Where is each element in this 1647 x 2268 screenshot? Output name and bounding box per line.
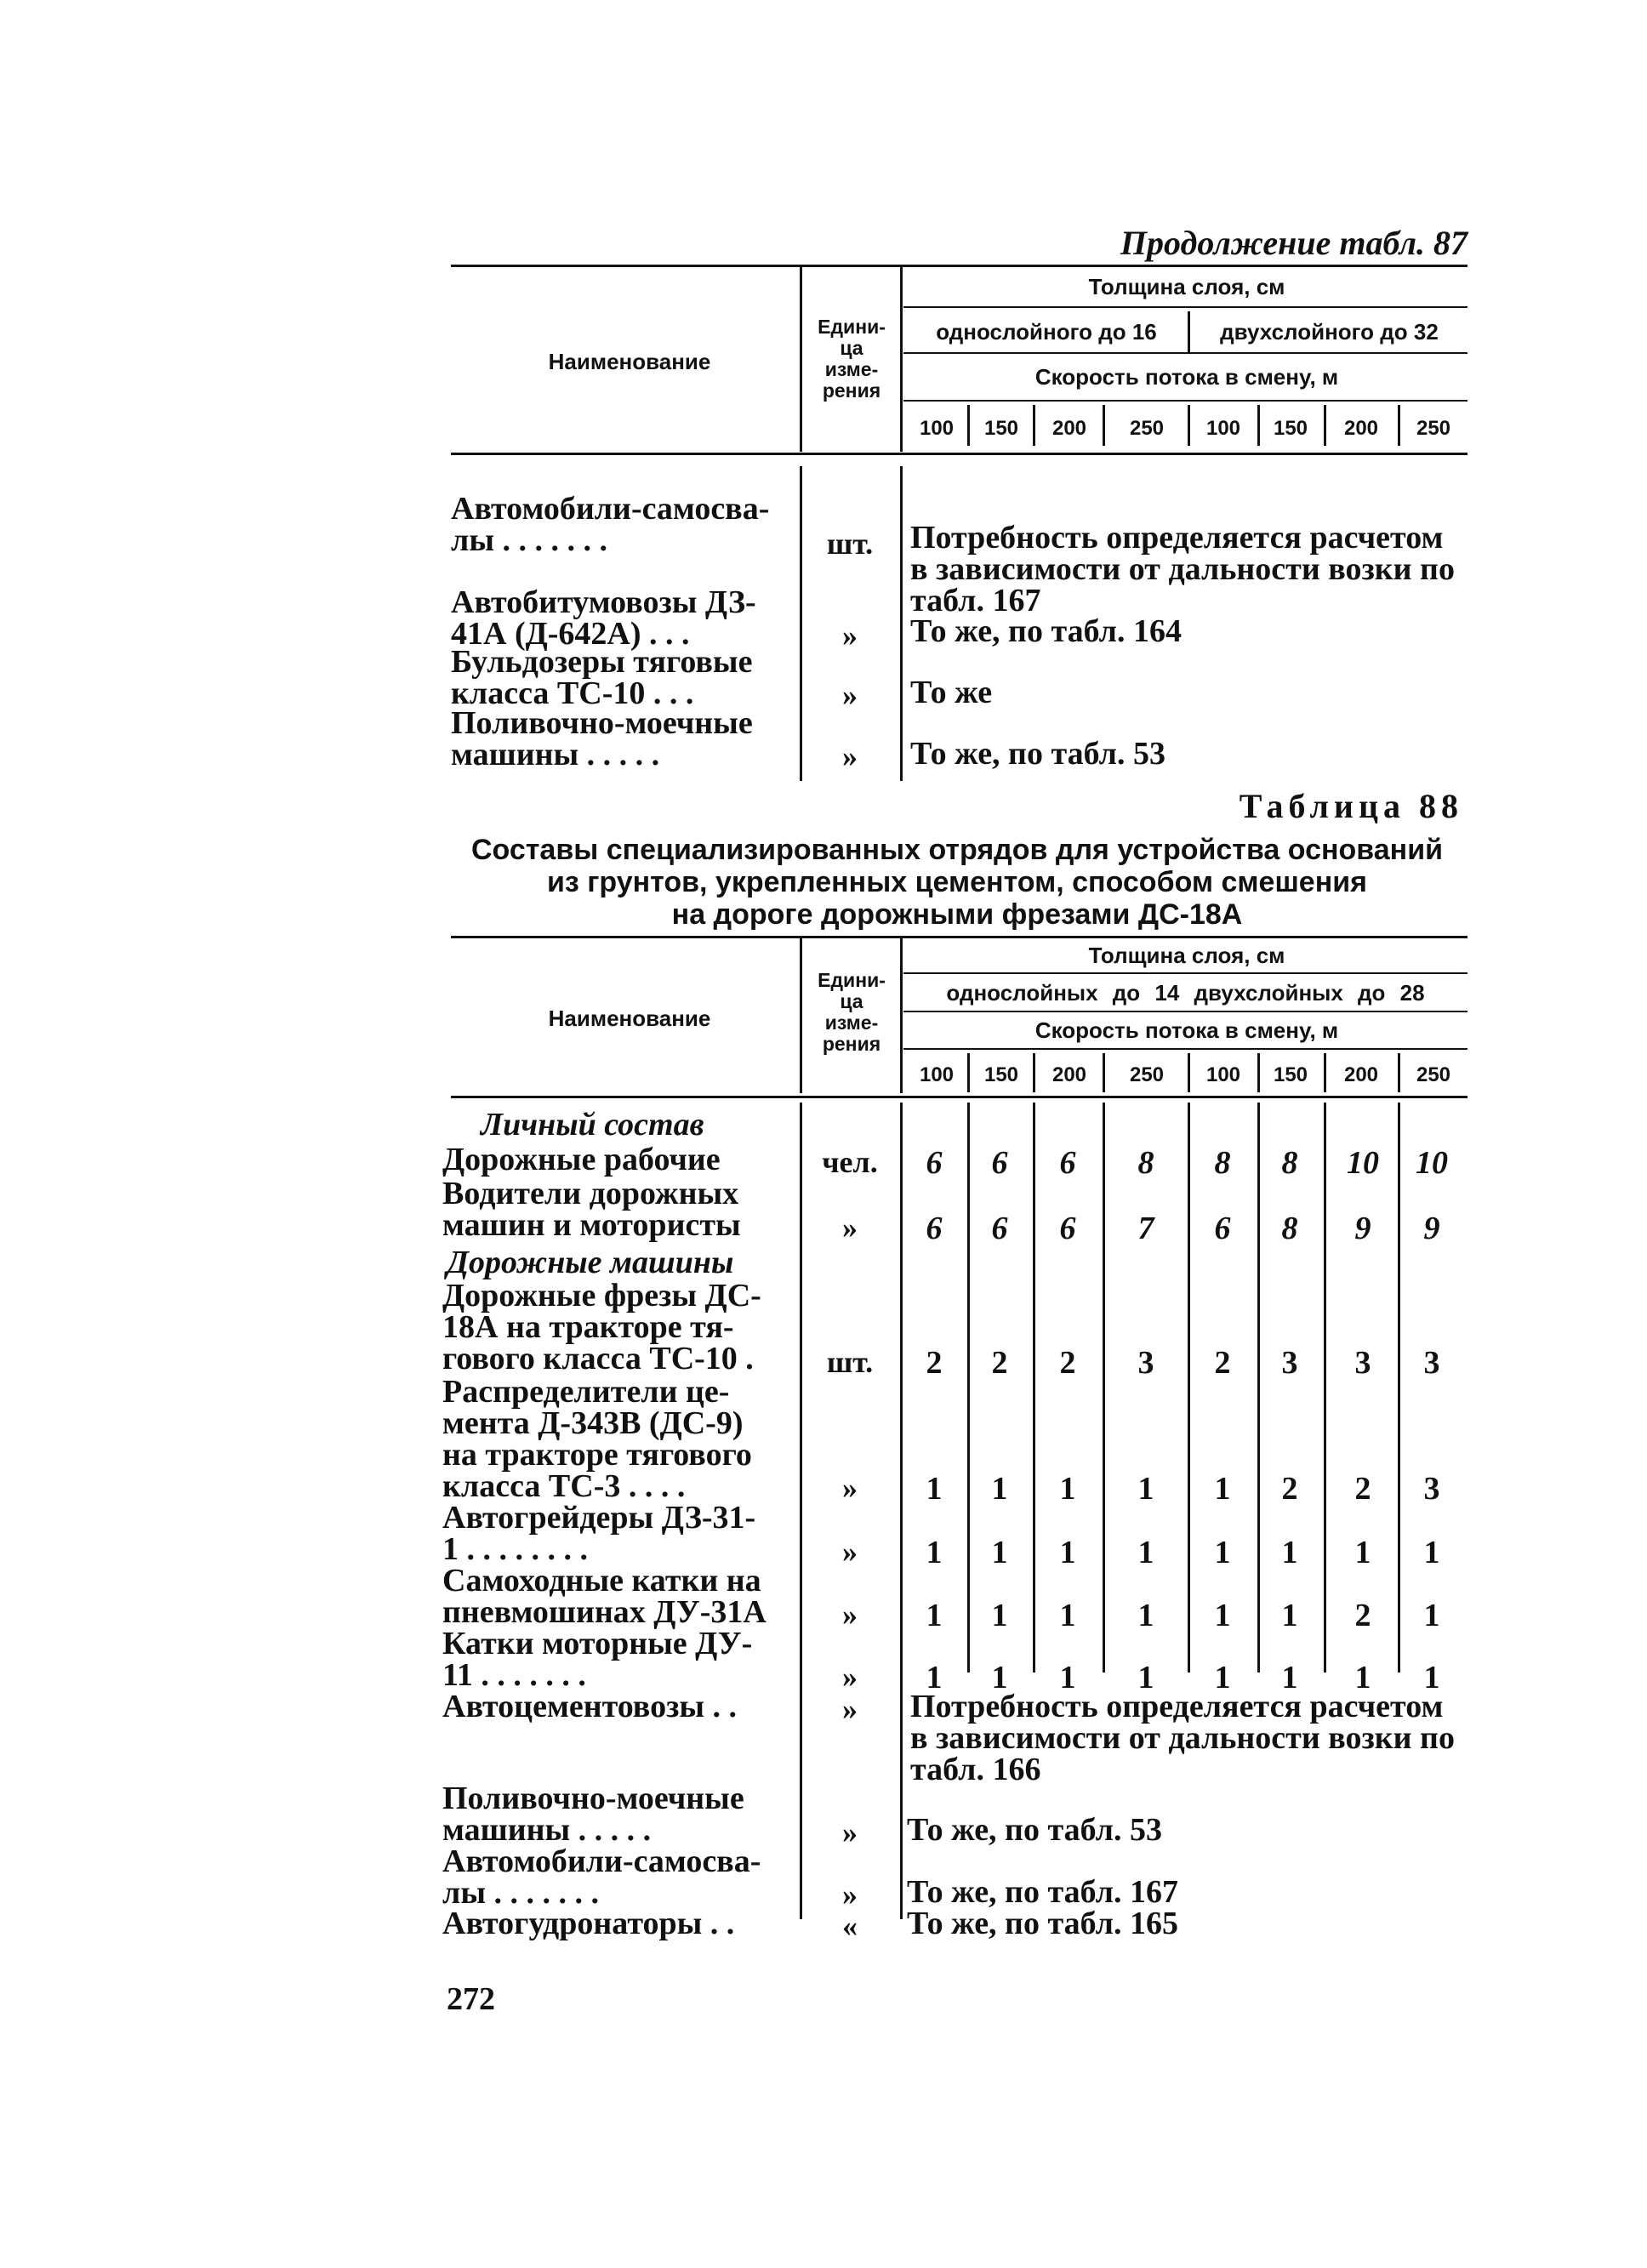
- t88-r3-v4: 3: [1137, 1345, 1154, 1381]
- t88-speed-col-2: 150: [983, 1063, 1019, 1086]
- t88-r5-v1: 1: [926, 1535, 943, 1570]
- t88-row-7-unit: »: [842, 1660, 858, 1694]
- t88-r5-v2: 1: [991, 1535, 1008, 1570]
- t88-r7-v1: 1: [926, 1660, 943, 1695]
- header-unit: Едини- ца изме- рения: [818, 316, 886, 402]
- t88-header-unit: Едини- ца изме- рения: [818, 969, 886, 1055]
- t88-r6-v5: 1: [1214, 1598, 1231, 1633]
- t88-r2-v1: 6: [926, 1211, 943, 1246]
- section-personnel: Личный состав: [481, 1107, 704, 1143]
- t88-r1-v1: 6: [926, 1145, 943, 1181]
- t88-text-row-1-name: Автоцементовозы . .: [442, 1689, 738, 1724]
- t88-header-name: Наименование: [548, 1006, 711, 1031]
- t88-r7-v4: 1: [1137, 1660, 1154, 1695]
- t88-r6-v4: 1: [1137, 1598, 1154, 1633]
- speed-col-8: 250: [1416, 417, 1451, 440]
- t88-r7-v6: 1: [1281, 1660, 1298, 1695]
- t88-text-row-2-text: То же, по табл. 53: [907, 1812, 1162, 1848]
- t87-row-3-unit: »: [842, 678, 858, 712]
- t88-row-2-name: Водители дорожных машин и мотористы: [442, 1176, 741, 1243]
- t88-r4-v8: 3: [1423, 1471, 1440, 1507]
- t88-text-row-2-unit: »: [842, 1815, 858, 1849]
- t88-r1-v8: 10: [1416, 1145, 1448, 1181]
- speed-col-4: 250: [1129, 417, 1165, 440]
- t87-row-3-text: То же: [910, 675, 993, 710]
- header-name: Наименование: [548, 349, 711, 374]
- speed-col-5: 100: [1205, 417, 1241, 440]
- speed-col-3: 200: [1051, 417, 1087, 440]
- t88-r6-v7: 2: [1354, 1598, 1371, 1633]
- page-number: 272: [447, 1981, 495, 2017]
- t88-r3-v2: 2: [991, 1345, 1008, 1381]
- t88-r5-v6: 1: [1281, 1535, 1298, 1570]
- t88-r1-v4: 8: [1137, 1145, 1154, 1181]
- t88-speed-col-8: 250: [1416, 1063, 1451, 1086]
- t87-row-1-unit: шт.: [826, 527, 874, 561]
- t88-r6-v8: 1: [1423, 1598, 1440, 1633]
- t88-row-6-unit: »: [842, 1598, 858, 1632]
- t87-row-1-text: Потребность определяется расчетом в зависимости от дальности возки по табл. 167: [910, 520, 1455, 618]
- t87-row-2-text: То же, по табл. 164: [910, 613, 1182, 649]
- t88-text-row-3-unit: »: [842, 1878, 858, 1912]
- t88-r6-v6: 1: [1281, 1598, 1298, 1633]
- t88-r7-v7: 1: [1354, 1660, 1371, 1695]
- t88-r7-v3: 1: [1059, 1660, 1076, 1695]
- t88-r6-v1: 1: [926, 1598, 943, 1633]
- t88-r2-v3: 6: [1059, 1211, 1076, 1246]
- t88-r5-v7: 1: [1354, 1535, 1371, 1570]
- t88-r2-v5: 6: [1214, 1211, 1231, 1246]
- t88-r3-v7: 3: [1354, 1345, 1371, 1381]
- t88-r5-v4: 1: [1137, 1535, 1154, 1570]
- t88-r5-v5: 1: [1214, 1535, 1231, 1570]
- t88-text-row-3-text: То же, по табл. 167: [907, 1874, 1178, 1910]
- t88-r1-v6: 8: [1281, 1145, 1298, 1181]
- t88-r4-v6: 2: [1281, 1471, 1298, 1507]
- t87-row-2-name: Автобитумовозы ДЗ- 41А (Д-642А) . . .: [451, 584, 756, 652]
- t88-row-4-name: Распределители це- мента Д-343В (ДС-9) на тракторе тягового класса ТС-3 . . . .: [442, 1374, 752, 1504]
- header-speed: Скорость потока в смену, м: [1034, 364, 1339, 390]
- table-88-title: Составы специализированных отрядов для устройства оснований из грунтов, укрепленных цементом, способом смешения на дороге дорожными фрезами ДС-18А: [470, 834, 1444, 931]
- t88-text-row-2-name: Поливочно-моечные машины . . . . .: [442, 1781, 744, 1848]
- t88-row-5-unit: »: [842, 1535, 858, 1569]
- t87-row-4-name: Поливочно-моечные машины . . . . .: [451, 705, 753, 772]
- header-single-layer: однослойного до 16: [936, 319, 1157, 345]
- continuation-label: Продолжение табл. 87: [1120, 224, 1467, 262]
- t88-row-1-unit: чел.: [822, 1145, 878, 1179]
- t88-header-thickness: Толщина слоя, см: [1088, 943, 1285, 968]
- section-machines: Дорожные машины: [447, 1245, 734, 1280]
- t88-speed-col-1: 100: [919, 1063, 955, 1086]
- t88-r2-v4: 7: [1137, 1211, 1154, 1246]
- t88-r4-v1: 1: [926, 1471, 943, 1507]
- t88-r3-v6: 3: [1281, 1345, 1298, 1381]
- speed-col-1: 100: [919, 417, 955, 440]
- t88-r2-v6: 8: [1281, 1211, 1298, 1246]
- header-double-layer: двухслойного до 32: [1220, 319, 1439, 345]
- t88-speed-col-6: 150: [1273, 1063, 1308, 1086]
- t88-text-row-4-unit: «: [842, 1909, 858, 1943]
- t88-r7-v2: 1: [991, 1660, 1008, 1695]
- t88-r2-v7: 9: [1354, 1211, 1371, 1246]
- t88-text-row-1-unit: »: [842, 1692, 858, 1726]
- t88-r1-v2: 6: [991, 1145, 1008, 1181]
- t88-r1-v5: 8: [1214, 1145, 1231, 1181]
- t88-header-speed: Скорость потока в смену, м: [1034, 1017, 1339, 1043]
- t88-r7-v8: 1: [1423, 1660, 1440, 1695]
- t88-header-layers: однослойных до 14 двухслойных до 28: [946, 980, 1425, 1006]
- header-thickness: Толщина слоя, см: [1088, 274, 1285, 299]
- t88-r4-v2: 1: [991, 1471, 1008, 1507]
- t88-row-3-unit: шт.: [826, 1345, 874, 1379]
- t88-speed-col-5: 100: [1205, 1063, 1241, 1086]
- t87-row-4-text: То же, по табл. 53: [910, 736, 1165, 772]
- t88-r3-v3: 2: [1059, 1345, 1076, 1381]
- t88-r2-v2: 6: [991, 1211, 1008, 1246]
- table-88-label: Таблица 88: [1239, 787, 1463, 825]
- speed-col-2: 150: [983, 417, 1019, 440]
- t87-row-3-name: Бульдозеры тяговые класса ТС-10 . . .: [451, 644, 753, 711]
- t88-text-row-3-name: Автомобили-самосва- лы . . . . . . .: [442, 1843, 761, 1911]
- t88-r1-v7: 10: [1347, 1145, 1379, 1181]
- t88-speed-col-3: 200: [1051, 1063, 1087, 1086]
- t88-row-6-name: Самоходные катки на пневмошинах ДУ-31А: [442, 1563, 767, 1630]
- t88-text-row-4-text: То же, по табл. 165: [907, 1906, 1178, 1941]
- t88-r3-v8: 3: [1423, 1345, 1440, 1381]
- t88-r3-v1: 2: [926, 1345, 943, 1381]
- t88-row-5-name: Автогрейдеры ДЗ-31- 1 . . . . . . . .: [442, 1500, 756, 1567]
- t88-speed-col-4: 250: [1129, 1063, 1165, 1086]
- t88-r7-v5: 1: [1214, 1660, 1231, 1695]
- t88-text-row-1-text: Потребность определяется расчетом в зависимости от дальности возки по табл. 166: [910, 1689, 1455, 1787]
- t88-r4-v3: 1: [1059, 1471, 1076, 1507]
- t88-r3-v5: 2: [1214, 1345, 1231, 1381]
- t88-row-2-unit: »: [842, 1211, 858, 1245]
- t88-r6-v3: 1: [1059, 1598, 1076, 1633]
- t88-row-7-name: Катки моторные ДУ- 11 . . . . . . .: [442, 1626, 753, 1693]
- speed-col-6: 150: [1273, 417, 1308, 440]
- t88-r2-v8: 9: [1423, 1211, 1440, 1246]
- t88-text-row-4-name: Автогудронаторы . .: [442, 1906, 735, 1941]
- t88-row-3-name: Дорожные фрезы ДС- 18А на тракторе тя- гового класса ТС-10 .: [442, 1278, 761, 1376]
- t88-r5-v3: 1: [1059, 1535, 1076, 1570]
- t87-row-1-name: Автомобили-самосва- лы . . . . . . .: [451, 491, 770, 558]
- t88-r5-v8: 1: [1423, 1535, 1440, 1570]
- t87-row-4-unit: »: [842, 739, 858, 773]
- t88-row-1-name: Дорожные рабочие: [442, 1142, 721, 1177]
- t88-r1-v3: 6: [1059, 1145, 1076, 1181]
- t88-r4-v7: 2: [1354, 1471, 1371, 1507]
- t88-r4-v4: 1: [1137, 1471, 1154, 1507]
- speed-col-7: 200: [1343, 417, 1379, 440]
- t88-r4-v5: 1: [1214, 1471, 1231, 1507]
- t88-r6-v2: 1: [991, 1598, 1008, 1633]
- t88-speed-col-7: 200: [1343, 1063, 1379, 1086]
- t88-row-4-unit: »: [842, 1471, 858, 1505]
- t87-row-2-unit: »: [842, 618, 858, 652]
